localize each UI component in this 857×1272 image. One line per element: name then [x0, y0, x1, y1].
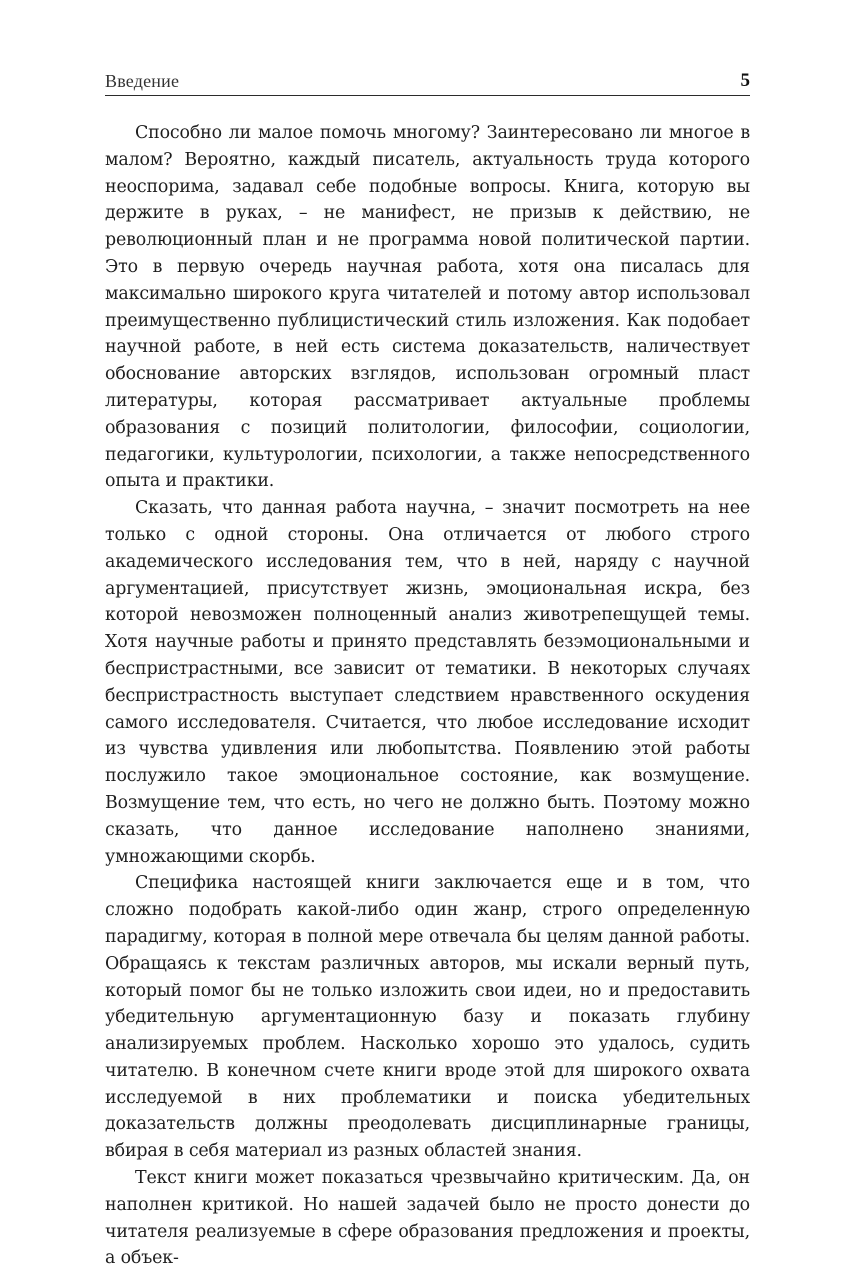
paragraph: Специфика настоящей книги заключается еще и в том, что сложно подобрать какой-либо один жанр, строго определенную парадигму, которая в полной мере отвечала бы целям данной работы. Обращаясь к текстам различных авторов, мы искали верный путь, который помог бы не только изложить свои идеи, но и предоставить убедительную аргументационную базу и показать глубину анализируемых проблем. Насколько хорошо это удалось, судить читателю. В конечном счете книги вроде этой для широкого охвата исследуемой в них проблематики и поиска убедительных доказательств должны преодолевать дисциплинарные границы, вбирая в себя материал из разных областей знания. [105, 873, 750, 1162]
running-header [105, 68, 750, 96]
paragraph: Способно ли малое помочь многому? Заинтересовано ли многое в малом? Вероятно, каждый писатель, актуальность труда которого неоспорима, задавал себе подобные вопросы. Книга, которую вы держите в руках, – не манифест, не призыв к действию, не революционный план и не программа новой политической партии. Это в первую очередь научная работа, хотя она писалась для максимально широкого круга читателей и потому автор использовал преимущественно публицистический стиль изложения. Как подобает научной работе, в ней есть система доказательств, наличествует обоснование авторских взглядов, использован огромный пласт литературы, которая рассматривает актуальные проблемы образования с позиций политологии, философии, социологии, педагогики, культурологии, психологии, а также непосредственного опыта и практики. [105, 123, 750, 492]
paragraph: Текст книги может показаться чрезвычайно критическим. Да, он наполнен критикой. Но нашей задачей было не просто донести до читателя реализуемые в сфере образования предложения и проекты, а объек- [105, 1168, 750, 1269]
page-number: 5 [740, 70, 750, 91]
section-title: Введение [105, 71, 180, 91]
body-text [105, 120, 750, 1272]
paragraph: Сказать, что данная работа научна, – значит посмотреть на нее только с одной стороны. Она отличается от любого строго академического исследования тем, что в ней, наряду с научной аргументацией, присутствует жизнь, эмоциональная искра, без которой невозможен полноценный анализ животрепещущей темы. Хотя научные работы и принято представлять безэмоциональными и беспристрастными, все зависит от тематики. В некоторых случаях беспристрастность выступает следствием нравственного оскудения самого исследователя. Считается, что любое исследование исходит из чувства удивления или любопытства. Появлению этой работы послужило такое эмоциональное состояние, как возмущение. Возмущение тем, что есть, но чего не должно быть. Поэтому можно сказать, что данное исследование наполнено знаниями, умножающими скорбь. [105, 498, 750, 867]
